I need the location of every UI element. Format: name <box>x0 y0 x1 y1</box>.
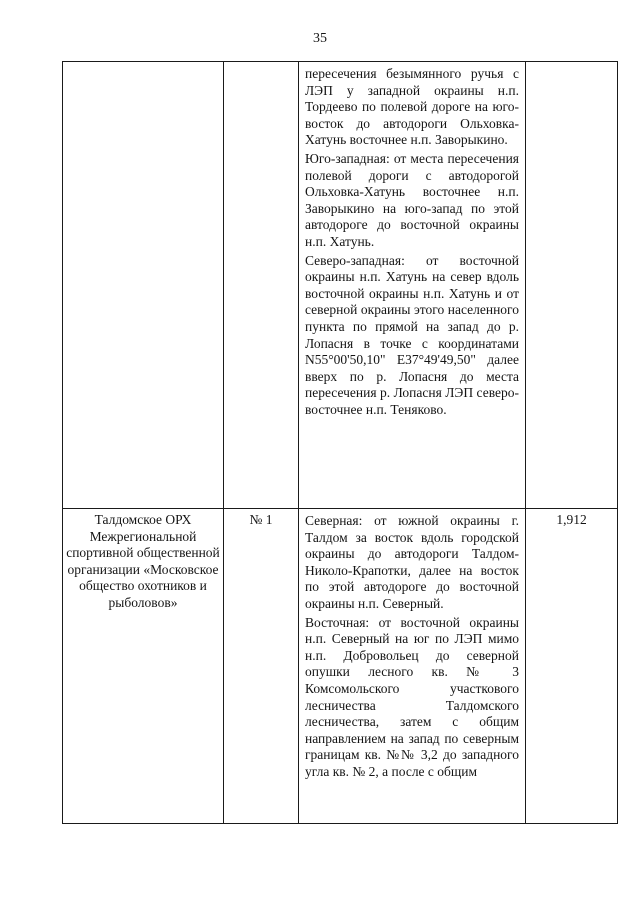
organization-cell <box>63 509 224 824</box>
boundary-paragraph: Юго-западная: от места пересечения полевой дороги с автодорогой Ольховка-Хатунь восточнее н.п. Заворыкино на юго-запад по этой автодороге до восточной окраины н.п. Хатунь. <box>305 150 519 249</box>
boundary-paragraph: Северная: от южной окраины г. Талдом за восток вдоль городской окраины до автодороги Талдом-Николо-Крапотки, далее на восток по этой автодороге до восточной окраины н.п. Северный. <box>305 513 519 611</box>
ground-number <box>224 62 298 65</box>
ground-number: № 1 <box>249 512 273 527</box>
area-value <box>526 62 617 65</box>
area-value: 1,912 <box>556 512 587 527</box>
organization-name: Талдомское ОРХ Межрегиональной спортивной общественной организации «Московское общество охотников и рыболовов» <box>66 512 220 610</box>
area-cell <box>526 62 618 509</box>
table-row <box>63 62 618 509</box>
boundary-description-cell <box>299 62 526 509</box>
boundary-paragraph: Восточная: от восточной окраины н.п. Северный на юг по ЛЭП мимо н.п. Добровольец до северной опушки лесного кв. № 3 Комсомольского участкового лесничества Талдомского лесничества, затем с общим направлением на запад по северным границам кв. №№ 3,2 до западного угла кв. № 2, а после с общим <box>305 614 519 779</box>
table-row <box>63 509 618 824</box>
boundary-paragraph: Северо-западная: от восточной окраины н.п. Хатунь на север вдоль восточной окраины н.п. Хатунь и от северной окраины этого населенного пункта по прямой на запад до р. Лопасня в точке с координатами N55°00'50,10" E37°49'49,50" далее вверх по р. Лопасня до места пересечения р. Лопасня ЛЭП северо-восточнее н.п. Теняково. <box>305 252 519 417</box>
boundary-description-cell <box>299 509 526 824</box>
boundary-paragraph: пересечения безымянного ручья с ЛЭП у западной окраины н.п. Тордеево по полевой дороге на юго-восток до автодороги Ольховка-Хатунь восточнее н.п. Заворыкино. <box>305 66 519 148</box>
hunting-grounds-table <box>62 61 618 824</box>
page-number: 35 <box>313 31 327 46</box>
organization-name <box>63 62 223 65</box>
organization-cell <box>63 62 224 509</box>
area-cell <box>526 509 618 824</box>
number-cell <box>224 509 299 824</box>
number-cell <box>224 62 299 509</box>
